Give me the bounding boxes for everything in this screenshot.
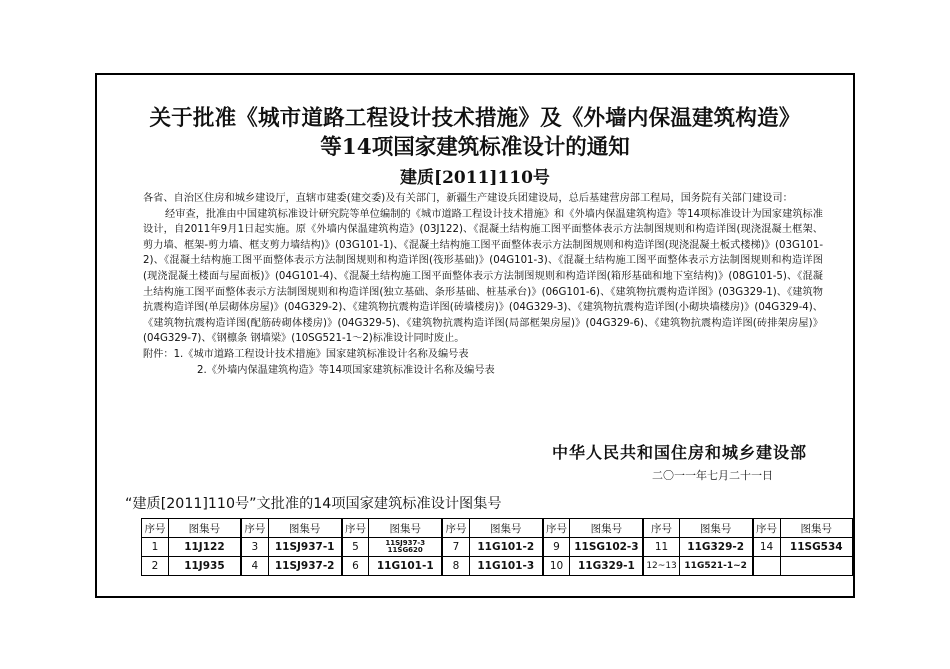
cell-code: 11G329-1 xyxy=(570,557,643,576)
header-code: 图集号 xyxy=(168,519,240,538)
cell-no: 7 xyxy=(442,538,469,557)
table-row xyxy=(142,538,853,557)
cell-code: 11J122 xyxy=(168,538,240,557)
header-no: 序号 xyxy=(753,519,780,538)
cell-no: 1 xyxy=(142,538,169,557)
issue-date: 二〇一一年七月二十一日 xyxy=(652,469,773,482)
atlas-number-table xyxy=(141,518,853,576)
attachment-line-1 xyxy=(143,347,823,363)
main-paragraph: 经审查，批准由中国建筑标准设计研究院等单位编制的《城市道路工程设计技术措施》和《外墙内保温建筑构造》等14项标准设计为国家建筑标准设计，自2011年9月1日起实施。原《外墙内保温建筑构造》(03J122)、《混凝土结构施工图平面整体表示方法制图规则和构造详图(现浇混凝土框架、剪力墙、框架-剪力墙、框支剪力墙结构)》(03G101-1)、《混凝土结构施工图平面整体表示方法制图规则和构造详图(现浇混凝土板式楼梯)》(03G101-2)、《混凝土结构施工图平面整体表示方法制图规则和构造详图(筏形基础)》(04G101-3)、《混凝土结构施工图平面整体表示方法制图规则和构造详图(现浇混凝土楼面与屋面板)》(04G101-4)、《混凝土结构施工图平面整体表示方法制图规则和构造详图(箱形基础和地下室结构)》(08G101-5)、《混凝土结构施工图平面整体表示方法制图规则和构造详图(独立基础、条形基础、桩基承台)》(06G101-6)、《建筑物抗震构造详图》(03G329-1)、《建筑物抗震构造详图(单层砌体房屋)》(04G329-2)、《建筑物抗震构造详图(砖墙楼房)》(04G329-3)、《建筑物抗震构造详图(小砌块墙楼房)》(04G329-4)、《建筑物抗震构造详图(配筋砖砌体楼房)》(04G329-5)、《建筑物抗震构造详图(局部框架房屋)》(04G329-6)、《建筑物抗震构造详图(砖排架房屋)》(04G329-7)、《钢檩条 钢墙梁》(10SG521-1～2)标准设计同时废止。 xyxy=(143,208,823,345)
cell-no xyxy=(753,557,780,576)
header-code: 图集号 xyxy=(268,519,341,538)
attachment-label: 附件： xyxy=(143,348,174,360)
table-header-row xyxy=(142,519,853,538)
cell-code: 11G101-2 xyxy=(469,538,542,557)
cell-no: 12~13 xyxy=(643,557,679,576)
cell-code: 11SG102-3 xyxy=(570,538,643,557)
cell-no: 14 xyxy=(753,538,780,557)
cell-no: 4 xyxy=(241,557,268,576)
cell-code: 11SJ937-2 xyxy=(268,557,341,576)
table-title: “建质[2011]110号”文批准的14项国家建筑标准设计图集号 xyxy=(125,496,502,512)
notice-title-line-1: 关于批准《城市道路工程设计技术措施》及《外墙内保温建筑构造》 xyxy=(149,106,801,131)
cell-code: 11J935 xyxy=(168,557,240,576)
cell-code: 11G521-1~2 xyxy=(679,557,752,576)
header-no: 序号 xyxy=(142,519,169,538)
cell-no: 11 xyxy=(643,538,679,557)
header-no: 序号 xyxy=(241,519,268,538)
cell-code: 11SG534 xyxy=(780,538,852,557)
cell-no: 10 xyxy=(543,557,570,576)
cell-code: 11G329-2 xyxy=(679,538,752,557)
header-code: 图集号 xyxy=(570,519,643,538)
notice-body xyxy=(143,191,823,378)
cell-no: 5 xyxy=(342,538,369,557)
attachment-2: 2.《外墙内保温建筑构造》等14项国家建筑标准设计名称及编号表 xyxy=(197,364,495,376)
cell-no: 3 xyxy=(241,538,268,557)
cell-code xyxy=(780,557,852,576)
notice-frame xyxy=(95,73,855,598)
cell-code: 11SJ937-3 11SG620 xyxy=(369,538,442,557)
cell-code: 11SJ937-1 xyxy=(268,538,341,557)
header-code: 图集号 xyxy=(679,519,752,538)
notice-title-line-2: 等14项国家建筑标准设计的通知 xyxy=(320,135,630,160)
header-code: 图集号 xyxy=(780,519,852,538)
cell-no: 6 xyxy=(342,557,369,576)
cell-no: 8 xyxy=(442,557,469,576)
header-code: 图集号 xyxy=(369,519,442,538)
document-number: 建质[2011]110号 xyxy=(400,168,550,188)
issuer: 中华人民共和国住房和城乡建设部 xyxy=(551,443,807,462)
header-no: 序号 xyxy=(643,519,679,538)
header-no: 序号 xyxy=(543,519,570,538)
attachment-1: 1.《城市道路工程设计技术措施》国家建筑标准设计名称及编号表 xyxy=(173,348,469,360)
cell-code: 11G101-3 xyxy=(469,557,542,576)
header-no: 序号 xyxy=(342,519,369,538)
header-no: 序号 xyxy=(442,519,469,538)
salutation: 各省、自治区住房和城乡建设厅，直辖市建委(建交委)及有关部门，新疆生产建设兵团建设局，总后基建营房部工程局，国务院有关部门建设司： xyxy=(143,193,793,204)
cell-no: 9 xyxy=(543,538,570,557)
cell-code: 11G101-1 xyxy=(369,557,442,576)
cell-no: 2 xyxy=(142,557,169,576)
header-code: 图集号 xyxy=(469,519,542,538)
table-row xyxy=(142,557,853,576)
